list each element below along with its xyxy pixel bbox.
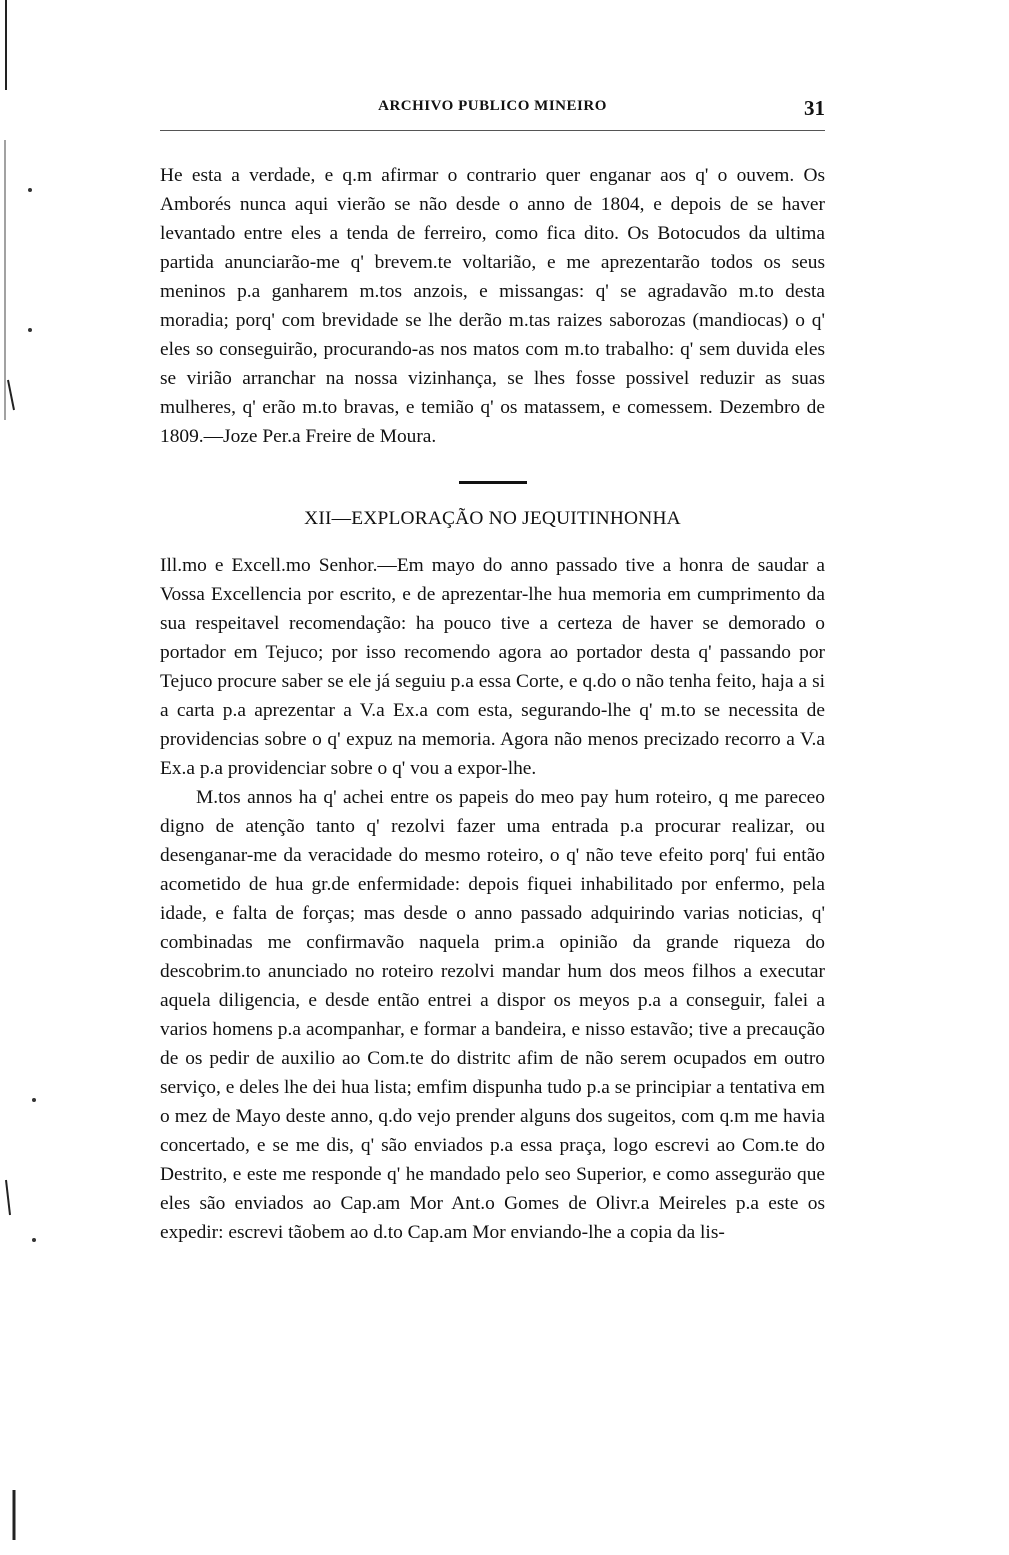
scan-edge-marks xyxy=(0,0,40,1555)
paragraph-salutation: Ill.mo e Excell.mo Senhor.—Em mayo do anno passado tive a honra de saudar a Vossa Excellencia por escrito, e de aprezentar-lhe hua memoria em cumprimento da sua respeitavel recomendação: ha pouco tive a certeza de haver se demorado o portador em Tejuco; por isso recomendo agora ao portador desta q' passando por Tejuco procure saber se ele já seguiu p.a essa Corte, e q.do o não tenha feito, haja a si a carta p.a aprezentar a V.a Ex.a com esta, segurando-lhe q' m.to se necessita de providencias sobre o q' expuz na memoria. Agora não menos precizado recorro a V.a Ex.a p.a providenciar sobre o q' vou a expor-lhe. xyxy=(160,555,825,779)
paragraph-letter-ending: He esta a verdade, e q.m afirmar o contrario quer enganar aos q' o ouvem. Os Amborés nunca aqui vierão se não desde o anno de 1804, e depois de se haver levantado entre eles a tenda de ferreiro, como fica dito. Os Botocudos da ultima partida anunciarão-me q' brevem.te voltarião, e me aprezentarão todos os seus meninos p.a ganharem m.tos anzois, e missangas: q' se agradavão m.to desta moradia; porq' com brevidade se lhe derão m.tas raizes saborozas (mandiocas) o q' eles so conseguirão, procurando-as nos matos com m.to trabalho: q' sem duvida eles se virião arranchar na nossa vizinhança, se lhes fosse possivel reduzir as suas mulheres, q' erão m.to bravas, e temião q' os matassem, e comessem. Dezembro de 1809.—Joze Per.a Freire de Moura. xyxy=(160,165,825,447)
paragraph-roteiro: M.tos annos ha q' achei entre os papeis do meo pay hum roteiro, q me pareceo digno de atenção tanto q' rezolvi fazer uma entrada p.a procurar realizar, ou desenganar-me da veracidade do mesmo roteiro, o q' não teve efeito porq' fui então acometido de hua gr.de enfermidade: depois fiquei inhabilitado por enfermo, pela idade, e falta de forças; mas desde o anno passado adquirindo varias noticias, q' combinadas me confirmavão naquela prim.a opinião da grande riqueza do descobrim.to anunciado no roteiro rezolvi mandar hum dos meos filhos a executar aquela diligencia, e desde então entrei a dispor os meyos p.a a conseguir, falei a varios homens p.a acompanhar, e formar a bandeira, e nisso estavão; tive a precaução de os pedir de auxilio ao Com.te do distritc afim de não serem ocupados em outro serviço, e deles lhe dei hua lista; emfim dispunha tudo p.a se principiar a tentativa em o mez de Mayo deste anno, q.do vejo prender alguns dos sugeitos, com q.m me havia concertado, e se me dis, q' são enviados p.a essa praça, logo escrevi ao Com.te do Destrito, e este me responde q' he mandado pelo seo Superior, e como asseguräo que eles são enviados ao Cap.am Mor Ant.o Gomes de Olivr.a Meireles p.a este os expedir: escrevi tãobem ao d.to Cap.am Mor enviando-lhe a copia da lis- xyxy=(160,787,825,1243)
running-head xyxy=(160,96,825,131)
page-number: 31 xyxy=(804,96,825,120)
document-page xyxy=(160,96,825,1247)
section-divider xyxy=(459,481,527,484)
running-head-title: ARCHIVO PUBLICO MINEIRO xyxy=(378,98,607,114)
section-title: XII—EXPLORAÇÃO NO JEQUITINHONHA xyxy=(304,508,681,529)
document-body xyxy=(160,161,825,1247)
